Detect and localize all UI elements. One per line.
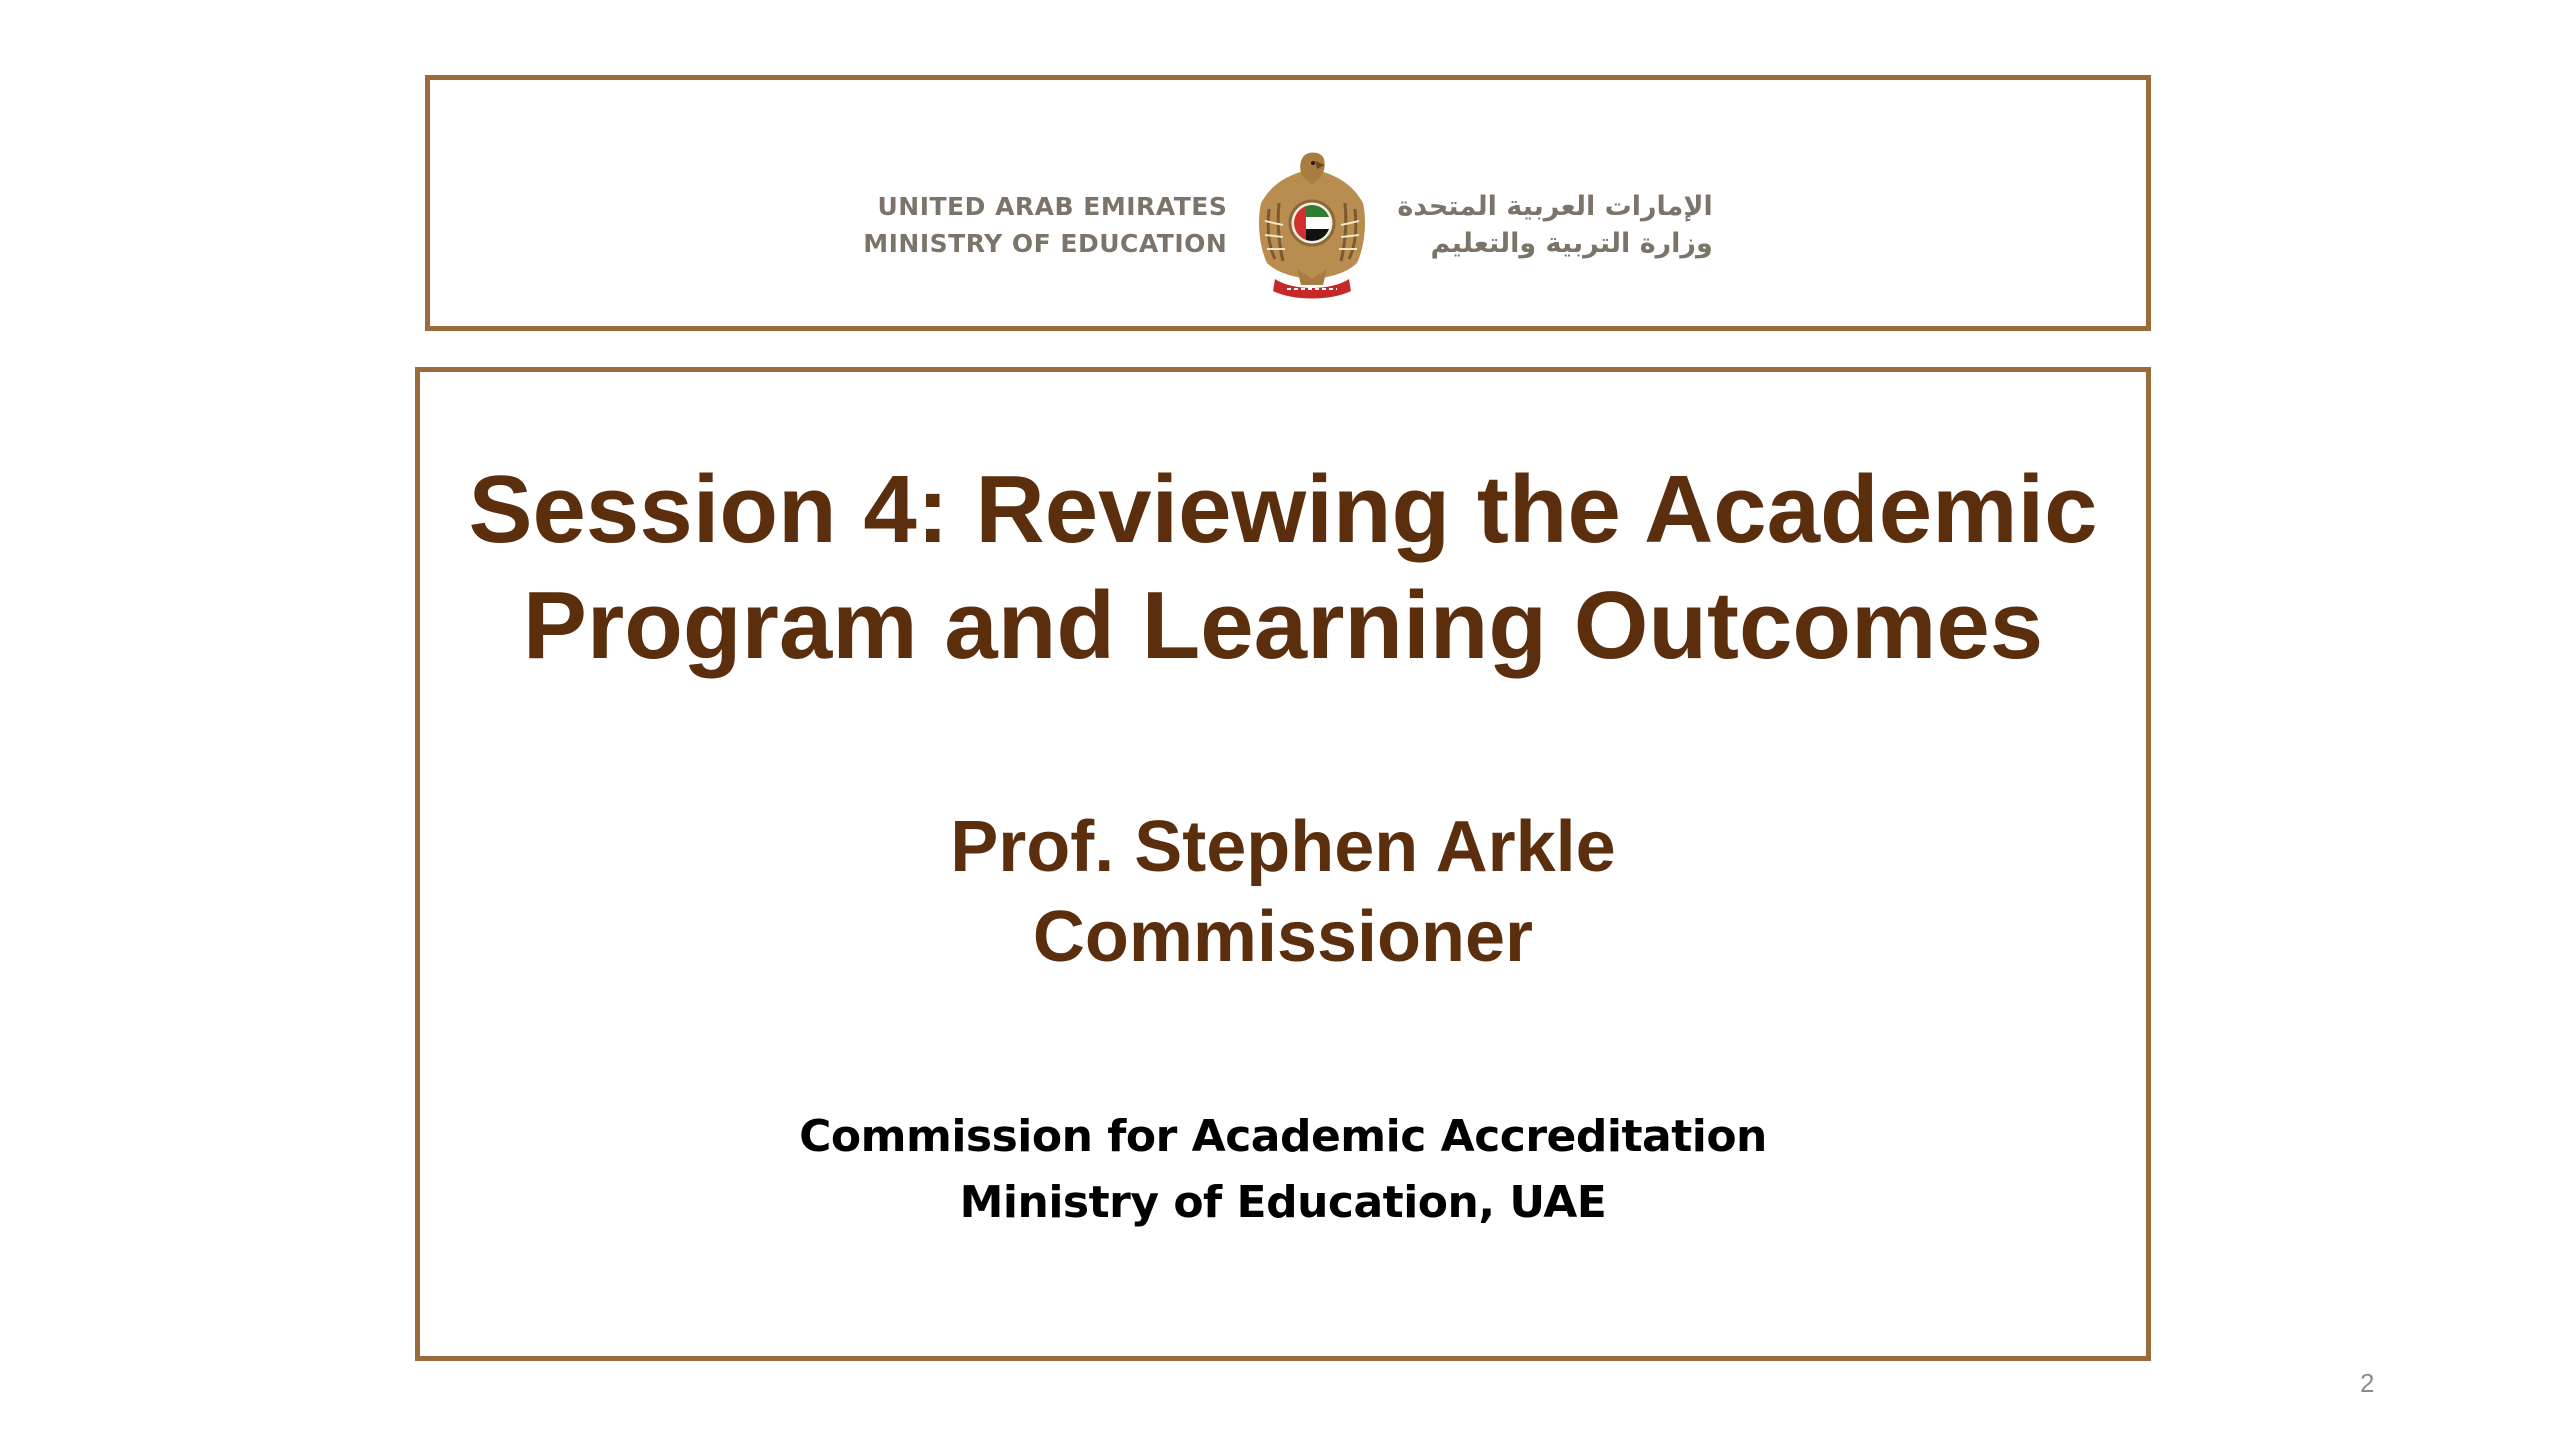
slide-content-box: [415, 367, 2151, 1361]
logo-ar-line2: وزارة التربية والتعليم: [1430, 228, 1713, 259]
title-line1: Session 4: Reviewing the Academic: [468, 456, 2098, 563]
org-line2: Ministry of Education, UAE: [959, 1177, 1607, 1228]
org-line1: Commission for Academic Accreditation: [799, 1111, 1767, 1162]
presenter-name: Prof. Stephen Arkle: [950, 807, 1616, 887]
logo-english-text: [863, 188, 1227, 262]
logo-en-line2: MINISTRY OF EDUCATION: [863, 229, 1228, 258]
presenter-block: [420, 802, 2146, 982]
uae-falcon-emblem-icon: [1253, 151, 1371, 299]
page-number: 2: [2360, 1368, 2375, 1398]
slide-title: [420, 452, 2146, 684]
ministry-logo: [430, 150, 2146, 300]
title-line2: Program and Learning Outcomes: [522, 572, 2044, 679]
header-logo-box: [425, 75, 2151, 331]
presenter-role: Commissioner: [1032, 897, 1534, 977]
logo-ar-line1: الإمارات العربية المتحدة: [1397, 191, 1713, 222]
organization-block: [420, 1104, 2146, 1236]
logo-arabic-text: [1397, 188, 1712, 262]
logo-en-line1: UNITED ARAB EMIRATES: [877, 192, 1228, 221]
